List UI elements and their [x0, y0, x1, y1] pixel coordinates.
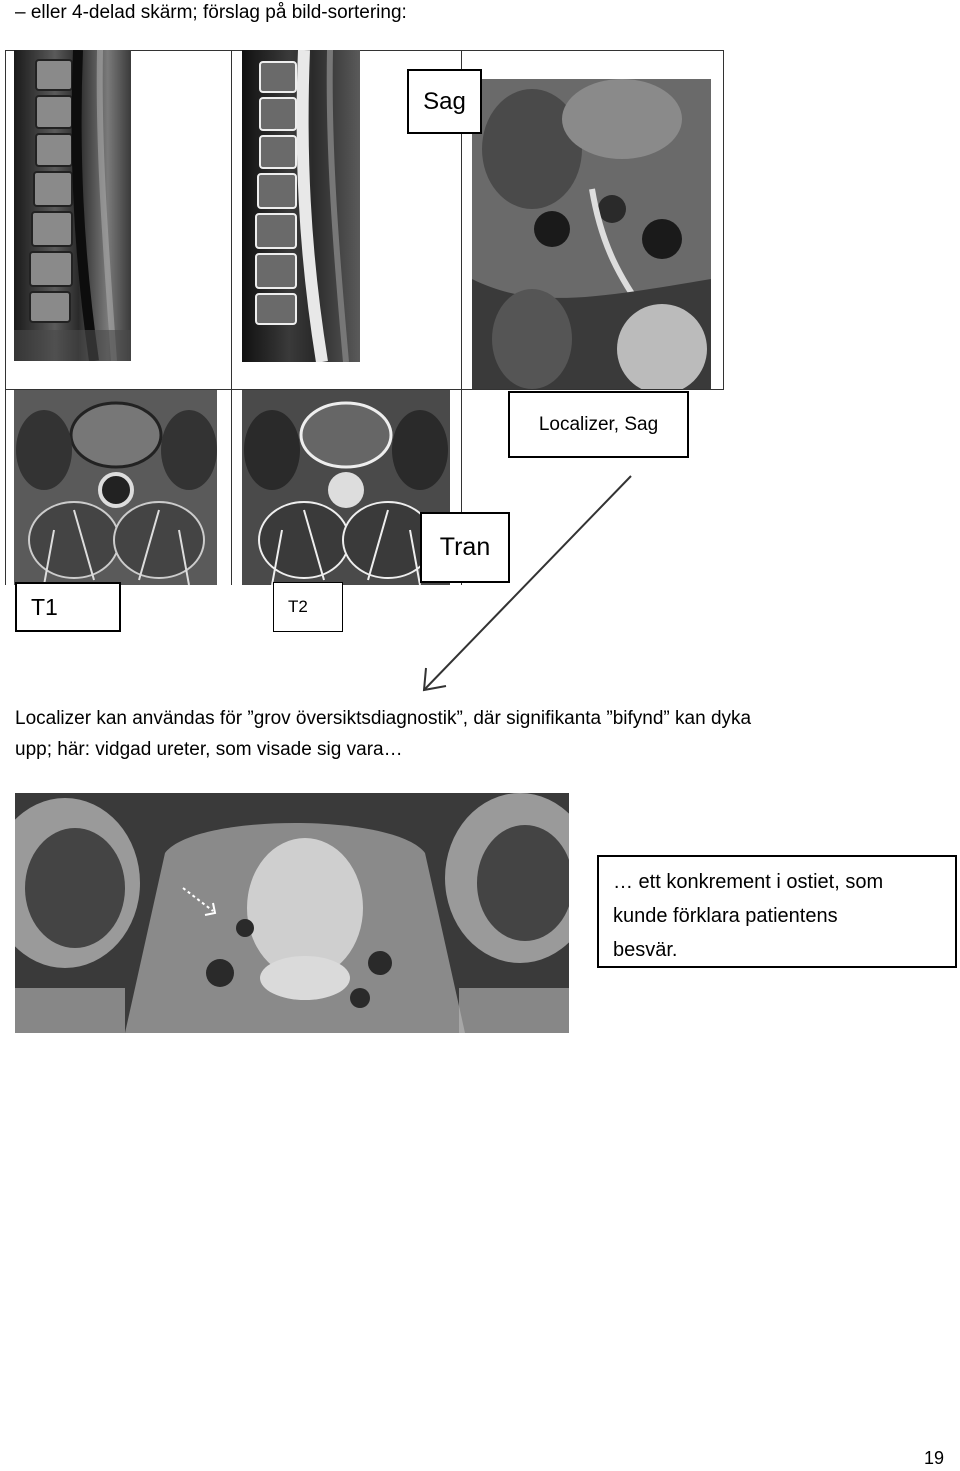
note-line-2: kunde förklara patientens [613, 905, 838, 927]
label-sag-text: Sag [423, 87, 466, 115]
page-heading: – eller 4-delad skärm; förslag på bild-sortering: [15, 2, 407, 23]
label-t1 [15, 582, 121, 632]
mri-t2-sagittal [242, 50, 360, 362]
pointer-arrow [410, 470, 640, 700]
label-tran-text: Tran [439, 533, 491, 561]
label-localizer-sag-text: Localizer, Sag [538, 413, 659, 435]
label-t1-text: T1 [31, 593, 58, 620]
grid-divider-1 [231, 50, 232, 585]
page-number: 19 [923, 1448, 944, 1468]
mri-pelvis-transverse [15, 793, 569, 1033]
label-sag [407, 69, 482, 134]
label-localizer-sag [508, 391, 689, 458]
label-t2-text: T2 [288, 597, 308, 616]
label-t2 [273, 582, 343, 632]
grid-divider-left [5, 50, 6, 585]
paragraph-line-2: upp; här: vidgad ureter, som visade sig vara… [15, 739, 403, 760]
callout-note [597, 855, 957, 968]
note-line-3: besvär. [613, 939, 678, 961]
mri-t1-sagittal [14, 50, 131, 361]
note-line-1: … ett konkrement i ostiet, som [613, 871, 884, 893]
body-paragraph [15, 703, 935, 765]
paragraph-line-1: Localizer kan användas för ”grov översiktsdiagnostik”, där signifikanta ”bifynd” kan dyka [15, 708, 752, 729]
mri-localizer-sagittal [472, 79, 711, 389]
mri-t1-transverse [14, 390, 217, 585]
